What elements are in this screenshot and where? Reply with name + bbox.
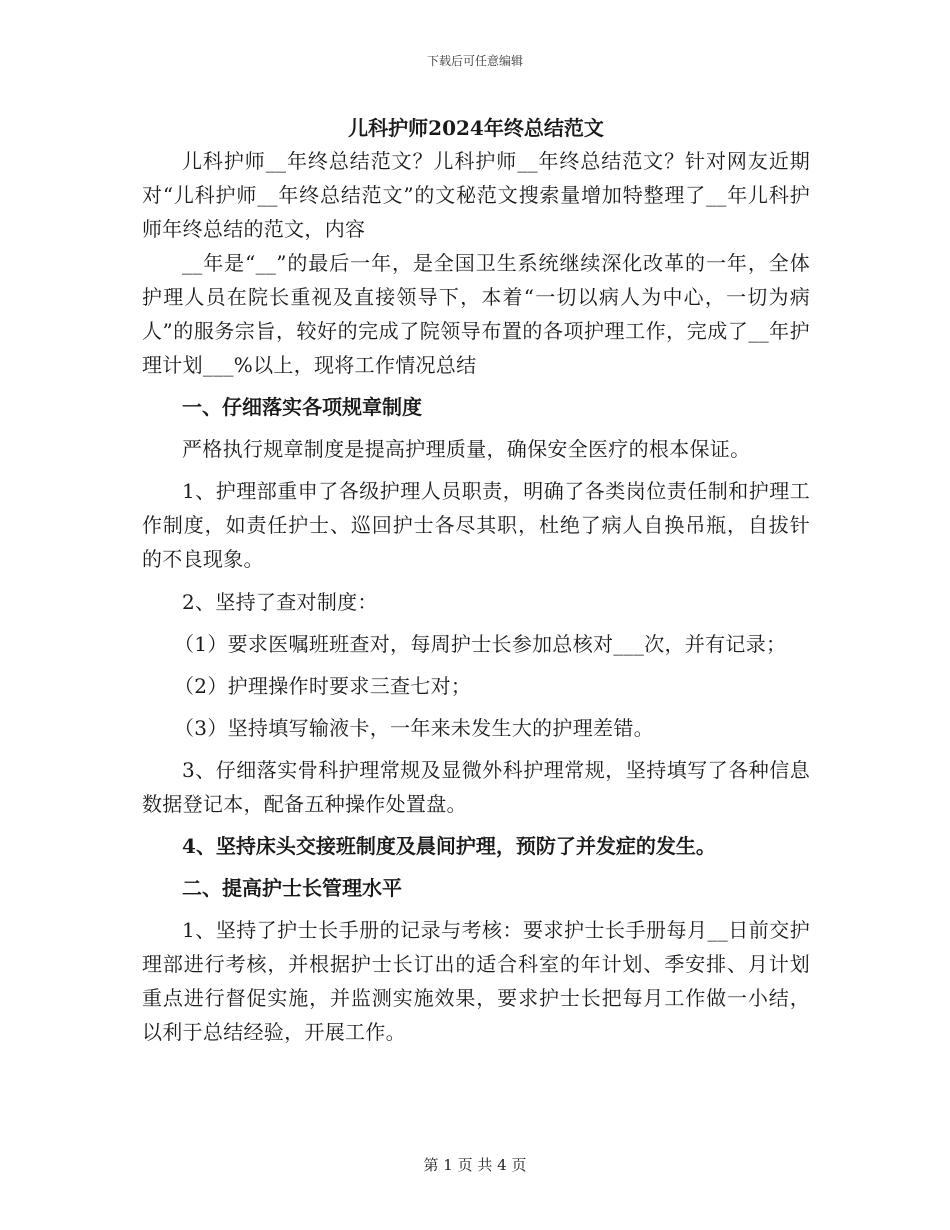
paragraph-item-4-bold: 4、坚持床头交接班制度及晨间护理，预防了并发症的发生。 [182,834,716,858]
document-body [142,112,810,1049]
paragraph-subitem-2: （2）护理操作时要求三查七对； [174,674,472,698]
section-heading-2: 二、提高护士长管理水平 [182,876,402,900]
paragraph-subitem-1: （1）要求医嘱班班查对，每周护士长参加总核对___次，并有记录； [174,632,787,656]
paragraph-item-3: 3、仔细落实骨科护理常规及显微外科护理常规，坚持填写了各种信息数据登记本，配备五种操作处置盘。 [142,758,810,816]
paragraph-subitem-3: （3）坚持填写输液卡，一年来未发生大的护理差错。 [174,716,654,740]
section-heading-1: 一、仔细落实各项规章制度 [182,395,422,419]
page-header-note: 下载后可任意编辑 [426,54,523,68]
page-number: 第 1 页 共 4 页 [423,1156,527,1174]
document-title: 儿科护师2024年终总结范文 [348,116,604,140]
paragraph-rules: 严格执行规章制度是提高护理质量，确保安全医疗的根本保证。 [182,437,751,461]
paragraph-item-2: 2、坚持了查对制度： [182,590,378,614]
paragraph-manual: 1、坚持了护士长手册的记录与考核：要求护士长手册每月__日前交护理部进行考核，并根据护士长订出的适合科室的年计划、季安排、月计划重点进行督促实施，并监测实施效果，要求护士长把每月工作做一小结，以利于总结经验，开展工作。 [142,918,810,1044]
paragraph-item-1: 1、护理部重申了各级护理人员职责，明确了各类岗位责任制和护理工作制度，如责任护士、巡回护士各尽其职，杜绝了病人自换吊瓶，自拔针的不良现象。 [142,479,810,571]
paragraph-intro: 儿科护师__年终总结范文？儿科护师__年终总结范文？针对网友近期对“儿科护师__年终总结范文”的文秘范文搜索量增加特整理了__年儿科护师年终总结的范文，内容 [142,149,810,241]
paragraph-summary: __年是“__”的最后一年，是全国卫生系统继续深化改革的一年，全体护理人员在院长重视及直接领导下，本着“一切以病人为中心，一切为病人”的服务宗旨，较好的完成了院领导布置的各项护理工作，完成了__年护理计划___%以上，现将工作情况总结 [142,251,810,377]
